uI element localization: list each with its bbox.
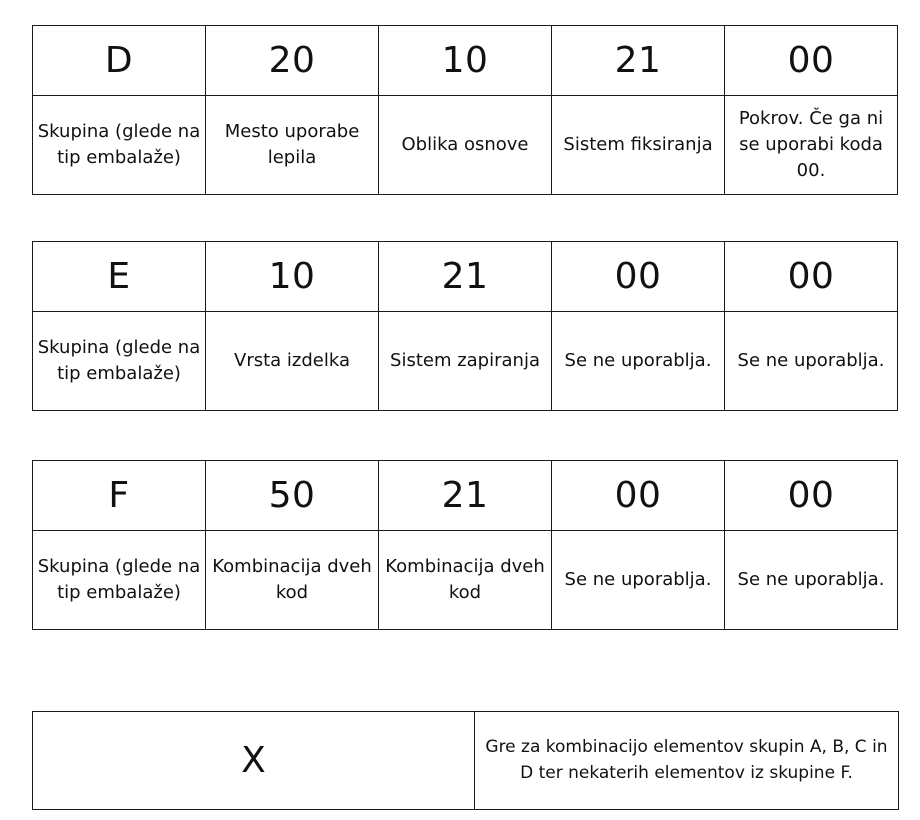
code-row xyxy=(33,26,898,96)
code-cell: 00 xyxy=(725,461,898,531)
group-code-cell: D xyxy=(33,26,206,96)
description-row xyxy=(33,96,898,195)
code-cell: 10 xyxy=(206,242,379,312)
description-cell: Se ne uporablja. xyxy=(552,312,725,411)
description-cell: Se ne uporablja. xyxy=(552,531,725,630)
group-e-table xyxy=(32,241,898,411)
group-code-cell: E xyxy=(33,242,206,312)
description-cell: Sistem fiksiranja xyxy=(552,96,725,195)
description-cell: Mesto uporabe lepila xyxy=(206,96,379,195)
code-cell: 00 xyxy=(725,242,898,312)
code-cell: 10 xyxy=(379,26,552,96)
description-cell: Gre za kombinacijo elementov skupin A, B, C in D ter nekaterih elementov iz skupine F. xyxy=(475,712,899,810)
x-row xyxy=(33,712,899,810)
code-cell: 20 xyxy=(206,26,379,96)
description-cell: Sistem zapiranja xyxy=(379,312,552,411)
description-cell: Skupina (glede na tip embalaže) xyxy=(33,531,206,630)
group-x-table xyxy=(32,711,899,810)
code-cell: 21 xyxy=(379,242,552,312)
code-cell: 21 xyxy=(379,461,552,531)
code-cell: 00 xyxy=(725,26,898,96)
code-cell: 00 xyxy=(552,242,725,312)
description-cell: Kombinacija dveh kod xyxy=(206,531,379,630)
description-cell: Se ne uporablja. xyxy=(725,312,898,411)
code-row xyxy=(33,461,898,531)
description-row xyxy=(33,312,898,411)
group-f-table xyxy=(32,460,898,630)
description-cell: Pokrov. Če ga ni se uporabi koda 00. xyxy=(725,96,898,195)
group-d-table xyxy=(32,25,898,195)
description-cell: Skupina (glede na tip embalaže) xyxy=(33,312,206,411)
code-cell: 50 xyxy=(206,461,379,531)
description-cell: Se ne uporablja. xyxy=(725,531,898,630)
group-code-cell: F xyxy=(33,461,206,531)
group-code-cell: X xyxy=(33,712,475,810)
description-cell: Oblika osnove xyxy=(379,96,552,195)
description-cell: Skupina (glede na tip embalaže) xyxy=(33,96,206,195)
description-row xyxy=(33,531,898,630)
description-cell: Vrsta izdelka xyxy=(206,312,379,411)
code-cell: 21 xyxy=(552,26,725,96)
code-cell: 00 xyxy=(552,461,725,531)
code-row xyxy=(33,242,898,312)
description-cell: Kombinacija dveh kod xyxy=(379,531,552,630)
